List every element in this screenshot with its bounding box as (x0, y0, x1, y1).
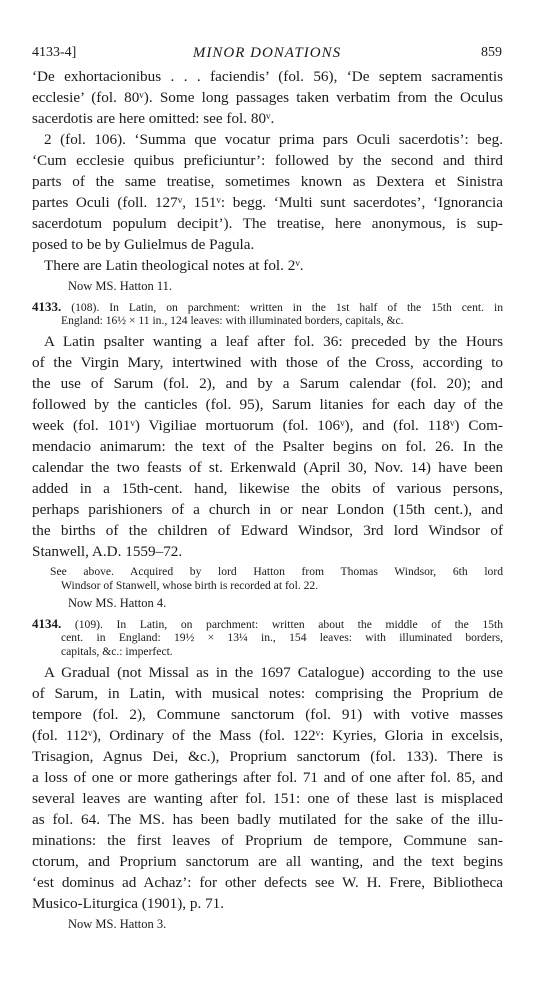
text-line: parts of the same treatise, sometimes known as Dextera et Sinistra (32, 173, 503, 190)
text-line: added in a 15th-cent. hand, likewise the obits of various persons, (32, 480, 503, 497)
text-line: sacerdotis are here omitted: see fol. 80ᵛ. (32, 110, 275, 127)
text-line: as fol. 64. The MS. has been badly mutilated for the sake of the illu- (32, 811, 503, 828)
text-line: ‘est dominus ad Achaz’: for other defects see W. H. Frere, Bibliotheca (32, 874, 503, 891)
provenance-note: Windsor of Stanwell, whose birth is recorded at fol. 22. (61, 579, 319, 592)
text-line: A Latin psalter wanting a leaf after fol. 36: preceded by the Hours (44, 333, 503, 350)
entry-description: (109). In Latin, on parchment: written about the middle of the 15th (74, 618, 503, 631)
provenance-note: See above. Acquired by lord Hatton from Thomas Windsor, 6th lord (50, 565, 503, 578)
shelfmark-line: Now MS. Hatton 11. (68, 279, 173, 293)
text-line: week (fol. 101ᵛ) Vigiliae mortuorum (fol. 106ᵛ), and (fol. 118ᵛ) Com- (32, 417, 503, 434)
text-line: several leaves are wanting after fol. 151: one of these last is misplaced (32, 790, 503, 807)
text-line: ‘De exhortacionibus . . . faciendis’ (fol. 56), ‘De septem sacramentis (32, 68, 503, 85)
header-title: MINOR DONATIONS (192, 45, 342, 61)
text-line: the births of the children of Edward Windsor, 3rd lord Windsor of (32, 522, 503, 539)
entry-number: 4133. (32, 299, 62, 314)
text-line: A Gradual (not Missal as in the 1697 Catalogue) according to the use (44, 664, 503, 681)
page-number: 859 (481, 45, 502, 60)
text-line: followed by the canticles (fol. 95), Sarum litanies for each day of the (32, 396, 503, 413)
text-line: ctorum, and Proprium sanctorum are all wanting, and the text begins (32, 853, 503, 870)
entry-description-line: capitals, &c.: imperfect. (61, 645, 173, 658)
page-body (32, 66, 503, 934)
running-header (32, 45, 502, 65)
text-line: the use of Sarum (fol. 2), and by a Sarum calendar (fol. 20); and (32, 375, 503, 392)
entry-heading-4134 (32, 617, 503, 631)
text-line: a loss of one or more gatherings after fol. 71 and of one after fol. 85, and (32, 769, 503, 786)
entry-description-line: England: 16½ × 11 in., 124 leaves: with illuminated borders, capitals, &c. (61, 314, 404, 327)
text-line: There are Latin theological notes at fol. 2ᵛ. (44, 257, 304, 274)
text-line: ecclesie’ (fol. 80ᵛ). Some long passages taken verbatim from the Oculus (32, 89, 503, 106)
shelfmark-line: Now MS. Hatton 4. (68, 596, 167, 610)
entry-description-line: cent. in England: 19½ × 13¼ in., 154 leaves: with illuminated borders, (61, 631, 503, 644)
text-line: minations: the first leaves of Proprium de tempore, Commune san- (32, 832, 503, 849)
text-line: of Sarum, in Latin, with musical notes: comprising the Proprium de (32, 685, 503, 702)
entry-number: 4134. (32, 616, 62, 631)
text-line: Musico-Liturgica (1901), p. 71. (32, 895, 225, 912)
text-line: perhaps parishioners of a church in or near London (15th cent.), and (32, 501, 503, 518)
text-line: (fol. 112ᵛ), Ordinary of the Mass (fol. 122ᵛ: Kyries, Gloria in excelsis, (32, 727, 503, 744)
entry-heading-4133 (32, 300, 503, 314)
header-folio-range: 4133-4] (32, 45, 77, 60)
text-line: sacerdotum populum decipit’). The treatise, here anonymous, is sup- (32, 215, 503, 232)
text-line: Stanwell, A.D. 1559–72. (32, 543, 183, 560)
text-line: tempore (fol. 2), Commune sanctorum (fol. 91) with votive masses (32, 706, 503, 723)
text-line: posed to be by Gulielmus de Pagula. (32, 236, 255, 253)
entry-description: (108). In Latin, on parchment: written in the 1st half of the 15th cent. in (71, 301, 503, 314)
text-line: ‘Cum ecclesie quibus preficiuntur’: followed by the second and third (32, 152, 503, 169)
text-line: partes Oculi (foll. 127ᵛ, 151ᵛ: begg. ‘Multi sunt sacerdotes’, ‘Ignorancia (32, 194, 503, 211)
text-line: of the Virgin Mary, intertwined with those of the Cross, according to (32, 354, 503, 371)
text-line: Trisagion, Agnus Dei, &c.), Proprium sanctorum (fol. 133). There is (32, 748, 503, 765)
text-line: mendacio animarum: the text of the Psalter begins on fol. 26. In the (32, 438, 503, 455)
shelfmark-line: Now MS. Hatton 3. (68, 917, 167, 931)
text-line: 2 (fol. 106). ‘Summa que vocatur prima pars Oculi sacerdotis’: beg. (44, 131, 503, 148)
text-line: calendar the two feasts of st. Erkenwald (April 30, Nov. 14) have been (32, 459, 503, 476)
